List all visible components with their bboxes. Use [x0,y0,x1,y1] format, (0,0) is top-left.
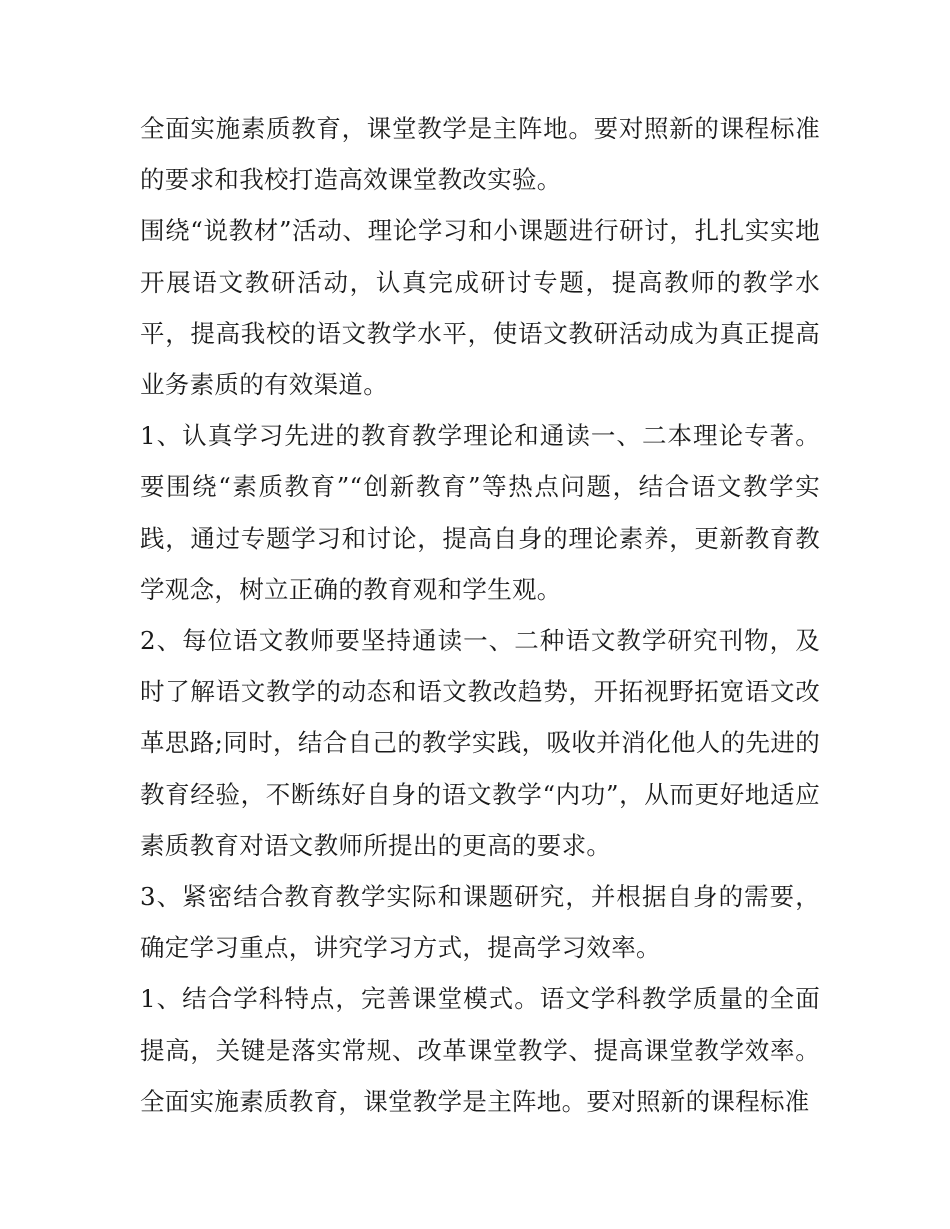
paragraph-6: 1、结合学科特点，完善课堂模式。语文学科教学质量的全面提高，关键是落实常规、改革课堂教学、提高课堂教学效率。全面实施素质教育，课堂教学是主阵地。要对照新的课程标准 [140,984,820,1116]
paragraph-4: 2、每位语文教师要坚持通读一、二种语文教学研究刊物，及时了解语文教学的动态和语文教改趋势，开拓视野拓宽语文改革思路;同时，结合自己的教学实践，吸收并消化他人的先进的教育经验，不断练好自身的语文教学“内功”，从而更好地适应素质教育对语文教师所提出的更高的要求。 [140,626,820,860]
paragraph-1: 全面实施素质教育，课堂教学是主阵地。要对照新的课程标准的要求和我校打造高效课堂教改实验。 [140,114,820,195]
paragraph-5: 3、紧密结合教育教学实际和课题研究，并根据自身的需要，确定学习重点，讲究学习方式，提高学习效率。 [140,882,820,963]
document-body [140,103,820,1127]
paragraph-2: 围绕“说教材”活动、理论学习和小课题进行研讨，扎扎实实地开展语文教研活动，认真完成研讨专题，提高教师的教学水平，提高我校的语文教学水平，使语文教研活动成为真正提高业务素质的有效渠道。 [140,216,820,400]
paragraph-3: 1、认真学习先进的教育教学理论和通读一、二本理论专著。要围绕“素质教育”“创新教育”等热点问题，结合语文教学实践，通过专题学习和讨论，提高自身的理论素养，更新教育教学观念，树立正确的教育观和学生观。 [140,421,820,604]
